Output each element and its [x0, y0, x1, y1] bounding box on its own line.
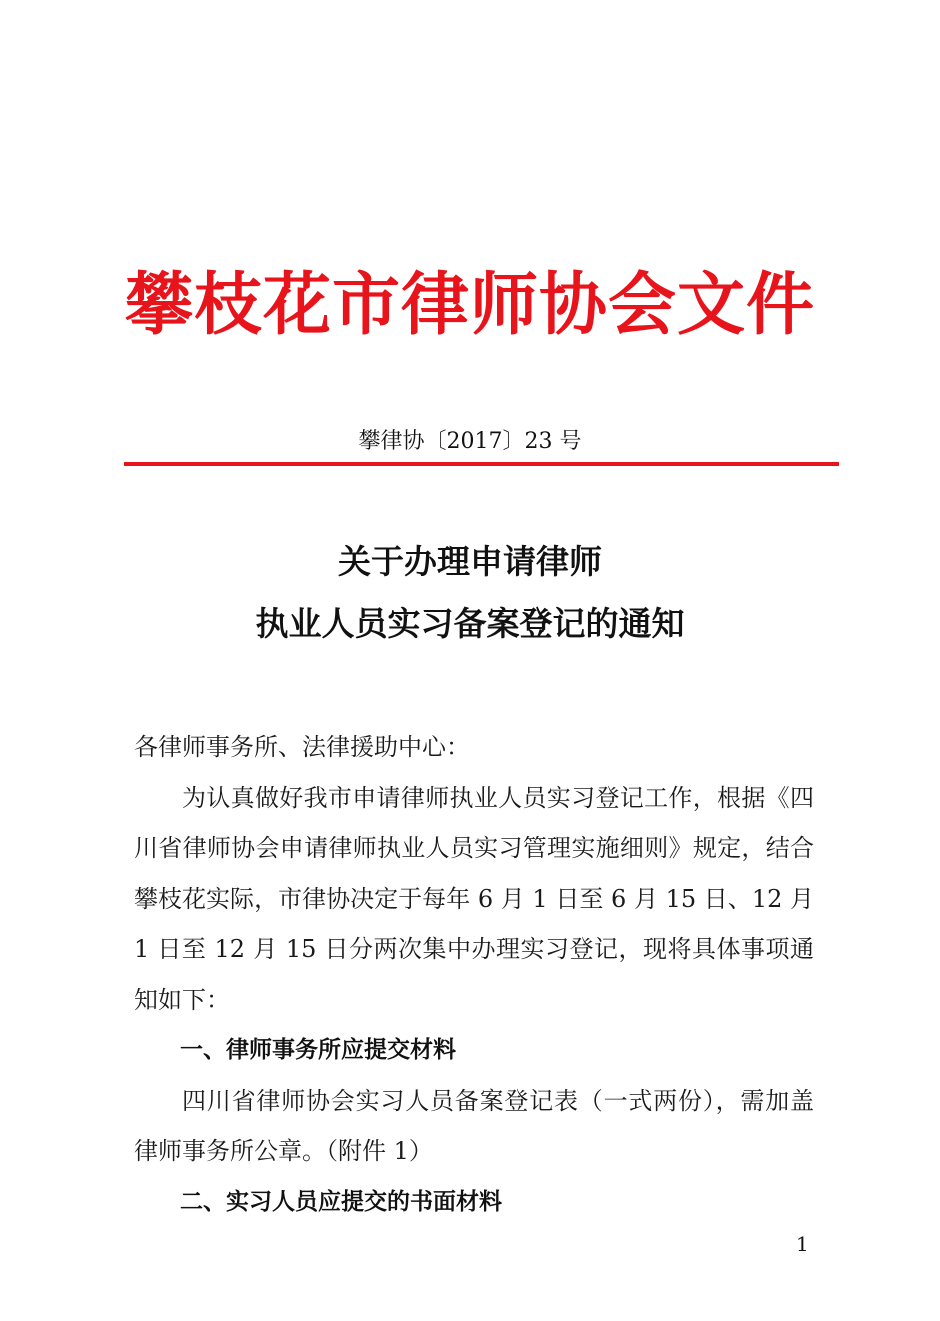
- document-body: [134, 722, 814, 1227]
- red-divider-line: [124, 462, 839, 466]
- intro-paragraph: 为认真做好我市申请律师执业人员实习登记工作，根据《四川省律师协会申请律师执业人员实习管理实施细则》规定，结合攀枝花实际，市律协决定于每年 6 月 1 日至 6 月 15 日、12 月 1 日至 12 月 15 日分两次集中办理实习登记，现将具体事项通知如下：: [134, 783, 814, 1014]
- section-2-heading: 二、实习人员应提交的书面材料: [180, 1188, 502, 1215]
- section-1-heading: 一、律师事务所应提交材料: [180, 1037, 456, 1063]
- section-1-paragraph: 四川省律师协会实习人员备案登记表（一式两份），需加盖律师事务所公章。（附件 1）: [134, 1086, 814, 1165]
- organization-header: 攀枝花市律师协会文件: [124, 266, 815, 345]
- salutation: 各律师事务所、法律援助中心：: [134, 733, 470, 761]
- notice-title-line-2: 执业人员实习备案登记的通知: [255, 604, 685, 643]
- page-number: 1: [796, 1232, 809, 1256]
- notice-title-line-1: 关于办理申请律师: [338, 542, 602, 581]
- document-number: 攀律协〔2017〕23 号: [358, 429, 582, 454]
